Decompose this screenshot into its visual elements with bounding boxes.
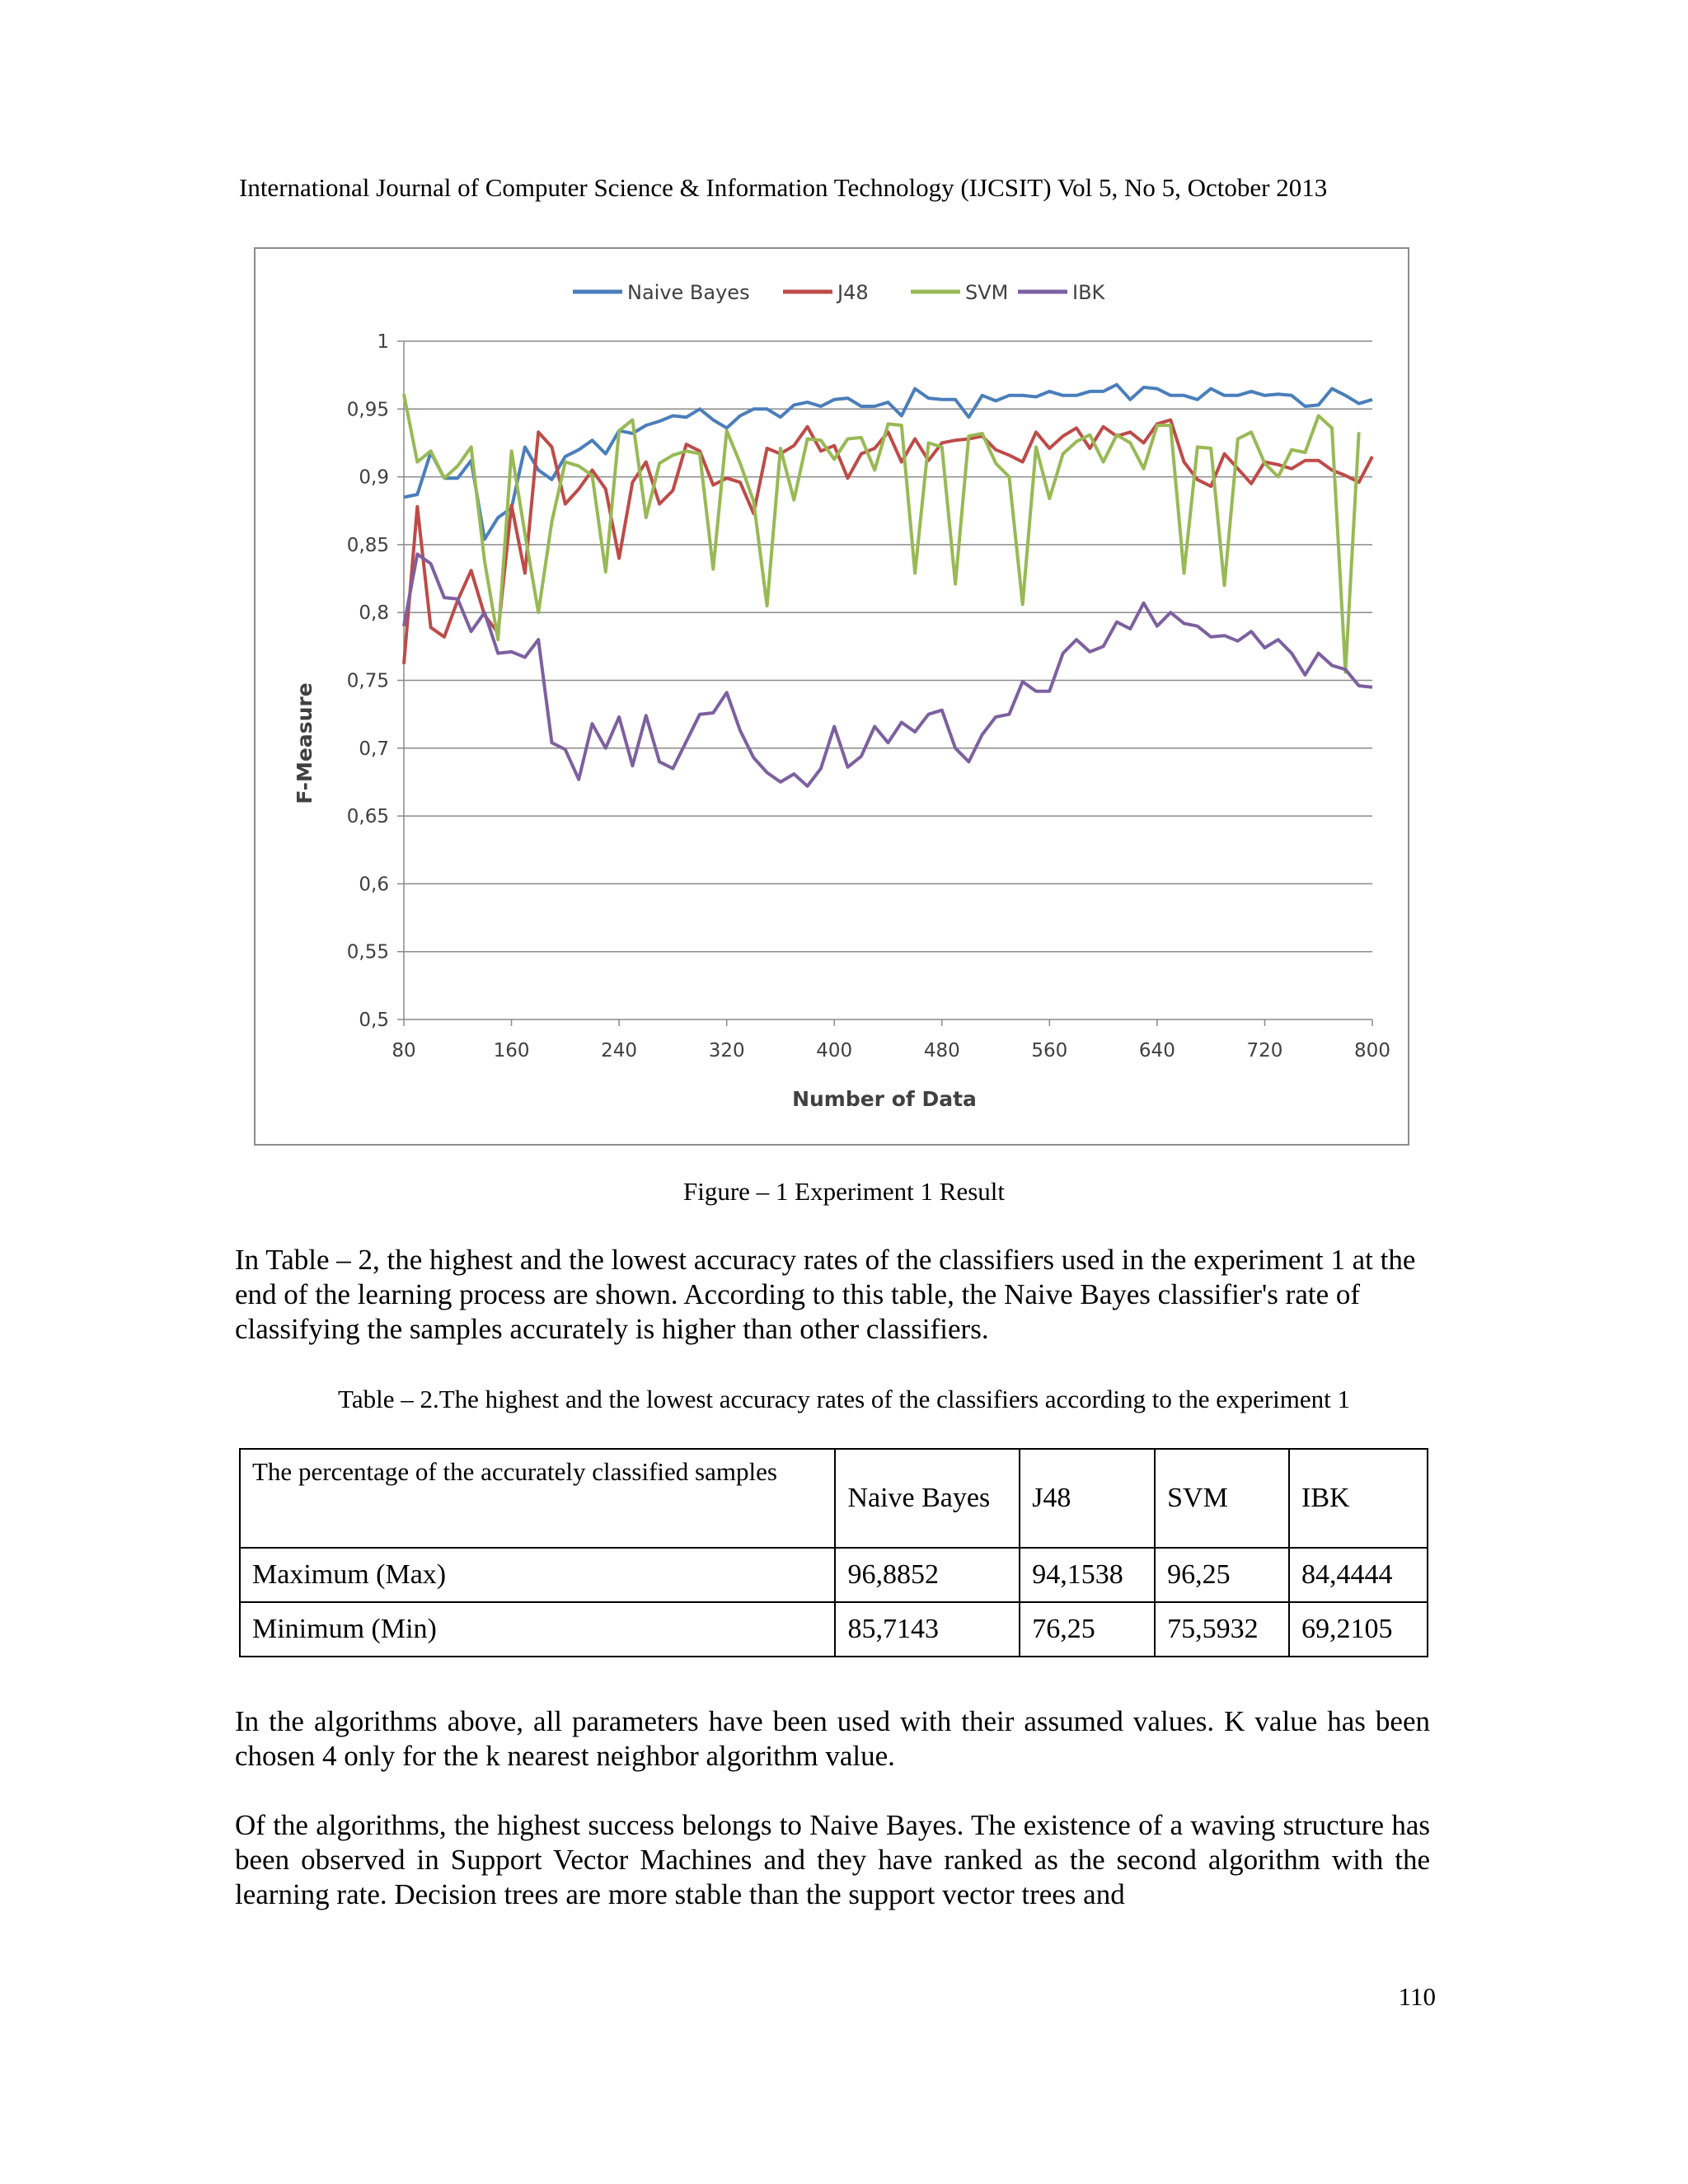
table-row [240, 1548, 1428, 1602]
table-row [240, 1602, 1428, 1657]
y-tick-label: 0,6 [359, 874, 389, 896]
x-tick-label: 400 [816, 1040, 853, 1062]
table-header-cell: SVM [1155, 1449, 1289, 1548]
table-cell: Minimum (Min) [240, 1602, 835, 1657]
running-header: International Journal of Computer Science & Information Technology (IJCSIT) Vol 5, No 5, October 2013 [239, 173, 1328, 202]
x-tick-label: 560 [1031, 1040, 1068, 1062]
y-tick-label: 0,9 [359, 466, 389, 489]
y-tick-label: 0,5 [359, 1010, 389, 1031]
body-paragraph: In the algorithms above, all parameters have been used with their assumed values. K value has been chosen 4 only for the k nearest neighbor algorithm value. [235, 1705, 1430, 1772]
table-cell: 75,5932 [1155, 1602, 1289, 1657]
intro-paragraph: In Table – 2, the highest and the lowest accuracy rates of the classifiers used in the experiment 1 at the end of the learning process are shown. According to this table, the Naive Bayes classifier's rate of classifying the samples accurately is higher than other classifiers. [235, 1244, 1416, 1345]
accuracy-table [239, 1448, 1428, 1657]
table-header-cell: J48 [1020, 1449, 1155, 1548]
line-chart [256, 249, 1408, 1144]
series-line-svm [404, 394, 1359, 672]
x-tick-label: 480 [923, 1040, 960, 1062]
page-number: 110 [1398, 1982, 1436, 2011]
legend-label: IBK [1072, 281, 1105, 304]
chart-legend [573, 281, 1106, 304]
figure-1-chart [254, 247, 1409, 1146]
table-cell: 76,25 [1020, 1602, 1155, 1657]
table-header-cell: IBK [1289, 1449, 1428, 1548]
x-tick-label: 160 [493, 1040, 530, 1062]
x-tick-label: 800 [1354, 1040, 1390, 1062]
x-tick-label: 240 [601, 1040, 638, 1062]
figure-caption: Figure – 1 Experiment 1 Result [682, 1177, 1006, 1206]
y-tick-label: 0,95 [346, 399, 389, 421]
table-cell: 69,2105 [1289, 1602, 1428, 1657]
table-cell: 96,8852 [835, 1548, 1020, 1602]
legend-label: SVM [965, 281, 1009, 304]
table-header-cell: The percentage of the accurately classified samples [240, 1449, 835, 1548]
table-cell: 94,1538 [1020, 1548, 1155, 1602]
table-cell: 96,25 [1155, 1548, 1289, 1602]
y-tick-label: 0,65 [346, 806, 389, 828]
y-tick-label: 0,75 [346, 670, 389, 692]
y-tick-label: 0,85 [346, 534, 389, 556]
table-cell: 85,7143 [835, 1602, 1020, 1657]
legend-label: J48 [837, 281, 869, 304]
table-header-cell: Naive Bayes [835, 1449, 1020, 1548]
x-tick-label: 80 [392, 1040, 416, 1062]
y-tick-label: 0,8 [359, 602, 389, 625]
x-axis-label: Number of Data [792, 1087, 977, 1111]
x-tick-label: 320 [708, 1040, 745, 1062]
table-cell: 84,4444 [1289, 1548, 1428, 1602]
series-line-naive-bayes [404, 385, 1372, 540]
y-axis-label: F-Measure [293, 682, 316, 804]
y-tick-label: 0,55 [346, 941, 389, 963]
y-tick-label: 1 [377, 331, 389, 353]
series-line-ibk [404, 554, 1372, 786]
table-cell: Maximum (Max) [240, 1548, 835, 1602]
y-tick-label: 0,7 [359, 738, 389, 760]
x-tick-label: 640 [1138, 1040, 1175, 1062]
body-paragraph: Of the algorithms, the highest success belongs to Naive Bayes. The existence of a waving structure has been observed in Support Vector Machines and they have ranked as the second algorithm with the learning rate. Decision trees are more stable than the support vector trees and [235, 1809, 1430, 1910]
table-header-row [240, 1449, 1428, 1548]
legend-label: Naive Bayes [627, 281, 750, 304]
table-caption: Table – 2.The highest and the lowest accuracy rates of the classifiers according to the experiment 1 [338, 1385, 1350, 1413]
x-tick-label: 720 [1246, 1040, 1283, 1062]
chart-series [404, 385, 1372, 786]
